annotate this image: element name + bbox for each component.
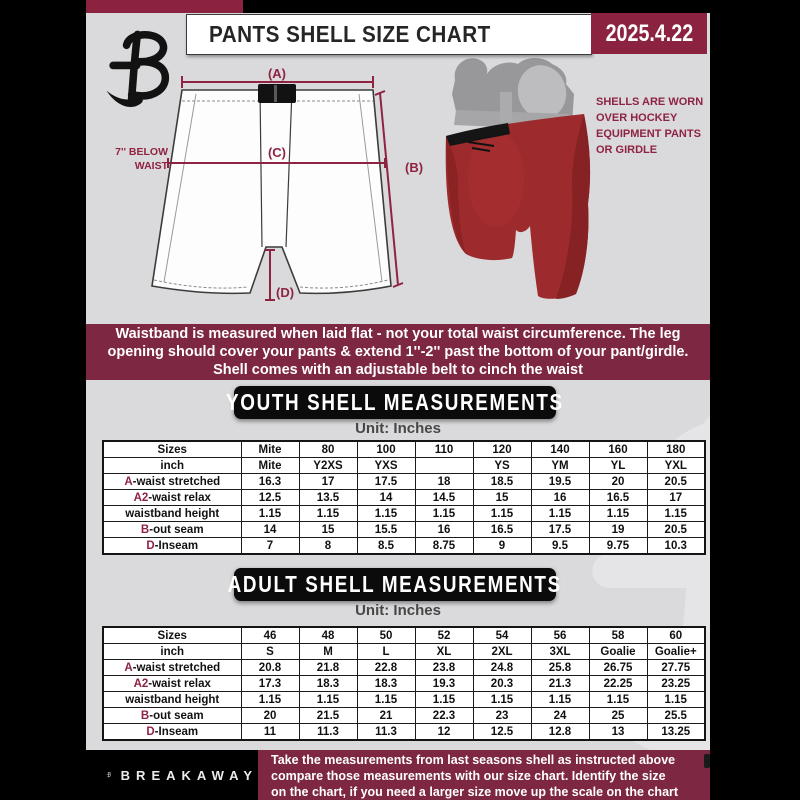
table-cell: 23 (473, 708, 531, 724)
table-cell: 25.5 (647, 708, 705, 724)
table-cell: 140 (531, 441, 589, 458)
table-cell: YXL (647, 458, 705, 474)
table-cell: 18 (415, 474, 473, 490)
diagram-label-b: (B) (405, 160, 424, 175)
table-cell: 8.75 (415, 538, 473, 555)
instruction-line: opening should cover your pants & extend 1''-2'' past the bottom of your pant/girdle. (107, 344, 689, 360)
breakaway-b-logo-small-icon (106, 761, 112, 789)
table-cell: 15 (299, 522, 357, 538)
table-cell: 8.5 (357, 538, 415, 555)
table-cell: 8 (299, 538, 357, 555)
table-cell: YL (589, 458, 647, 474)
table-cell: 21 (357, 708, 415, 724)
table-cell: 18.3 (357, 676, 415, 692)
table-cell: 2XL (473, 644, 531, 660)
row-label: A-waist stretched (103, 660, 241, 676)
table-cell: 23.25 (647, 676, 705, 692)
table-cell: 52 (415, 627, 473, 644)
table-cell: 27.75 (647, 660, 705, 676)
row-label: A2-waist relax (103, 490, 241, 506)
table-cell: 21.5 (299, 708, 357, 724)
table-cell: 80 (299, 441, 357, 458)
table-cell: 9.75 (589, 538, 647, 555)
adult-measurements-table (102, 626, 706, 741)
instruction-line: Waistband is measured when laid flat - not your total waist circumference. The leg (115, 326, 681, 342)
table-cell: 3XL (531, 644, 589, 660)
table-cell: YXS (357, 458, 415, 474)
size-chart-page (86, 0, 710, 800)
measurement-instructions-banner (86, 324, 710, 380)
row-label: waistband height (103, 692, 241, 708)
table-cell: 16 (415, 522, 473, 538)
table-cell: 12.5 (473, 724, 531, 741)
table-cell: 16.5 (473, 522, 531, 538)
table-cell: 19.5 (531, 474, 589, 490)
footer-instructions (258, 750, 710, 800)
row-label: waistband height (103, 506, 241, 522)
table-cell: 1.15 (531, 506, 589, 522)
top-maroon-strip (86, 0, 243, 13)
table-cell: 18.3 (299, 676, 357, 692)
diagram-label-c: (C) (267, 145, 287, 160)
note-line: OVER HOCKEY (596, 112, 678, 124)
table-cell: Mite (241, 441, 299, 458)
table-cell: 22.25 (589, 676, 647, 692)
table-cell: 13 (589, 724, 647, 741)
table-cell: M (299, 644, 357, 660)
table-cell: 1.15 (531, 692, 589, 708)
table-cell: 60 (647, 627, 705, 644)
table-cell: 1.15 (589, 692, 647, 708)
table-cell: L (357, 644, 415, 660)
instruction-line: Shell comes with an adjustable belt to cinch the waist (213, 362, 583, 378)
table-cell: Mite (241, 458, 299, 474)
table-cell: 7 (241, 538, 299, 555)
table-cell: 20 (589, 474, 647, 490)
table-cell: 16.3 (241, 474, 299, 490)
table-cell: 16 (531, 490, 589, 506)
row-label: D-Inseam (103, 724, 241, 741)
brand-name: BREAKAWAY (120, 767, 258, 783)
youth-measurements-table (102, 440, 706, 555)
table-cell: 100 (357, 441, 415, 458)
table-cell: 22.8 (357, 660, 415, 676)
table-cell: Goalie (589, 644, 647, 660)
table-cell: 50 (357, 627, 415, 644)
row-label: inch (103, 458, 241, 474)
table-cell: 23.8 (415, 660, 473, 676)
table-cell: 12 (415, 724, 473, 741)
page-edge-notch (704, 754, 710, 768)
date-label: 2025.4.22 (605, 19, 693, 47)
table-cell: 14 (241, 522, 299, 538)
footer-line: Take the measurements from last seasons shell as instructed above (271, 753, 676, 767)
waist-note-line1: 7'' BELOW (115, 146, 168, 158)
table-cell: 1.15 (299, 692, 357, 708)
table-cell: 11 (241, 724, 299, 741)
shorts-outline (152, 90, 391, 293)
note-line: SHELLS ARE WORN (596, 96, 704, 108)
table-cell: 9 (473, 538, 531, 555)
table-cell: 25.8 (531, 660, 589, 676)
row-label: A-waist stretched (103, 474, 241, 490)
table-cell: 180 (647, 441, 705, 458)
row-label: B-out seam (103, 708, 241, 724)
table-cell: 14 (357, 490, 415, 506)
table-cell: 19.3 (415, 676, 473, 692)
title-bar (186, 14, 592, 55)
table-cell: 15.5 (357, 522, 415, 538)
top-black-strip (243, 0, 710, 13)
youth-unit-label: Unit: Inches (355, 420, 441, 437)
table-cell: 24 (531, 708, 589, 724)
table-row (103, 708, 705, 724)
table-cell: XL (415, 644, 473, 660)
table-cell: 15 (473, 490, 531, 506)
table-cell: 1.15 (241, 692, 299, 708)
table-cell: 20 (241, 708, 299, 724)
table-row (103, 458, 705, 474)
table-row (103, 490, 705, 506)
table-cell: 13.5 (299, 490, 357, 506)
note-line: OR GIRDLE (596, 144, 658, 156)
table-row (103, 644, 705, 660)
table-cell: 1.15 (473, 506, 531, 522)
table-cell: Goalie+ (647, 644, 705, 660)
table-cell: 12.5 (241, 490, 299, 506)
table-cell: 1.15 (647, 692, 705, 708)
table-cell: 1.15 (357, 506, 415, 522)
table-row (103, 474, 705, 490)
table-cell: Y2XS (299, 458, 357, 474)
table-cell: 20.5 (647, 474, 705, 490)
page-title: PANTS SHELL SIZE CHART (209, 21, 491, 47)
footer-line: compare those measurements with our size chart. Identify the size (271, 769, 666, 783)
table-row (103, 660, 705, 676)
table-cell: 14.5 (415, 490, 473, 506)
diagram-label-d: (D) (276, 285, 295, 300)
table-cell: 11.3 (299, 724, 357, 741)
footer-brand-area (86, 750, 258, 800)
table-cell: 58 (589, 627, 647, 644)
note-line: EQUIPMENT PANTS (596, 128, 701, 140)
date-box (591, 13, 707, 54)
table-cell (415, 458, 473, 474)
table-cell: S (241, 644, 299, 660)
table-cell: 54 (473, 627, 531, 644)
table-cell: 160 (589, 441, 647, 458)
table-row (103, 692, 705, 708)
table-row (103, 538, 705, 555)
youth-section-heading: YOUTH SHELL MEASUREMENTS (234, 386, 556, 419)
row-label: Sizes (103, 627, 241, 644)
table-cell: 1.15 (473, 692, 531, 708)
waist-note-line2: WAIST (134, 160, 168, 172)
shell-usage-note (596, 94, 710, 158)
table-row (103, 627, 705, 644)
table-cell: 48 (299, 627, 357, 644)
table-cell: 19 (589, 522, 647, 538)
table-cell: 17 (299, 474, 357, 490)
table-cell: 16.5 (589, 490, 647, 506)
table-cell: 18.5 (473, 474, 531, 490)
table-cell: 25 (589, 708, 647, 724)
table-cell: 22.3 (415, 708, 473, 724)
row-label: A2-waist relax (103, 676, 241, 692)
table-row (103, 724, 705, 741)
table-cell: 21.3 (531, 676, 589, 692)
row-label: B-out seam (103, 522, 241, 538)
table-cell: 21.8 (299, 660, 357, 676)
diagram-label-a: (A) (267, 66, 287, 81)
table-cell: 56 (531, 627, 589, 644)
table-cell: 20.8 (241, 660, 299, 676)
table-cell: 13.25 (647, 724, 705, 741)
table-row (103, 676, 705, 692)
table-row (103, 522, 705, 538)
row-label: inch (103, 644, 241, 660)
table-cell: 1.15 (299, 506, 357, 522)
table-cell: 20.3 (473, 676, 531, 692)
hockey-pants-photo (438, 54, 603, 312)
footer-line: on the chart, if you need a larger size move up the scale on the chart (271, 785, 679, 799)
table-cell: 17.5 (531, 522, 589, 538)
row-label: Sizes (103, 441, 241, 458)
table-cell: 46 (241, 627, 299, 644)
table-cell: 11.3 (357, 724, 415, 741)
table-cell: 1.15 (415, 692, 473, 708)
table-cell: 110 (415, 441, 473, 458)
table-cell: 1.15 (241, 506, 299, 522)
table-row (103, 441, 705, 458)
row-label: D-Inseam (103, 538, 241, 555)
table-cell: 1.15 (357, 692, 415, 708)
table-cell: 1.15 (589, 506, 647, 522)
table-cell: 26.75 (589, 660, 647, 676)
table-cell: 20.5 (647, 522, 705, 538)
table-cell: 9.5 (531, 538, 589, 555)
table-cell: 1.15 (647, 506, 705, 522)
adult-section-heading: ADULT SHELL MEASUREMENTS (234, 568, 556, 601)
breakaway-b-logo-icon (98, 26, 182, 120)
table-cell: 120 (473, 441, 531, 458)
table-cell: 10.3 (647, 538, 705, 555)
table-cell: 1.15 (415, 506, 473, 522)
table-cell: 17.3 (241, 676, 299, 692)
table-cell: YM (531, 458, 589, 474)
table-cell: 17 (647, 490, 705, 506)
table-cell: YS (473, 458, 531, 474)
table-cell: 24.8 (473, 660, 531, 676)
table-cell: 17.5 (357, 474, 415, 490)
table-cell: 12.8 (531, 724, 589, 741)
table-row (103, 506, 705, 522)
adult-unit-label: Unit: Inches (355, 602, 441, 619)
